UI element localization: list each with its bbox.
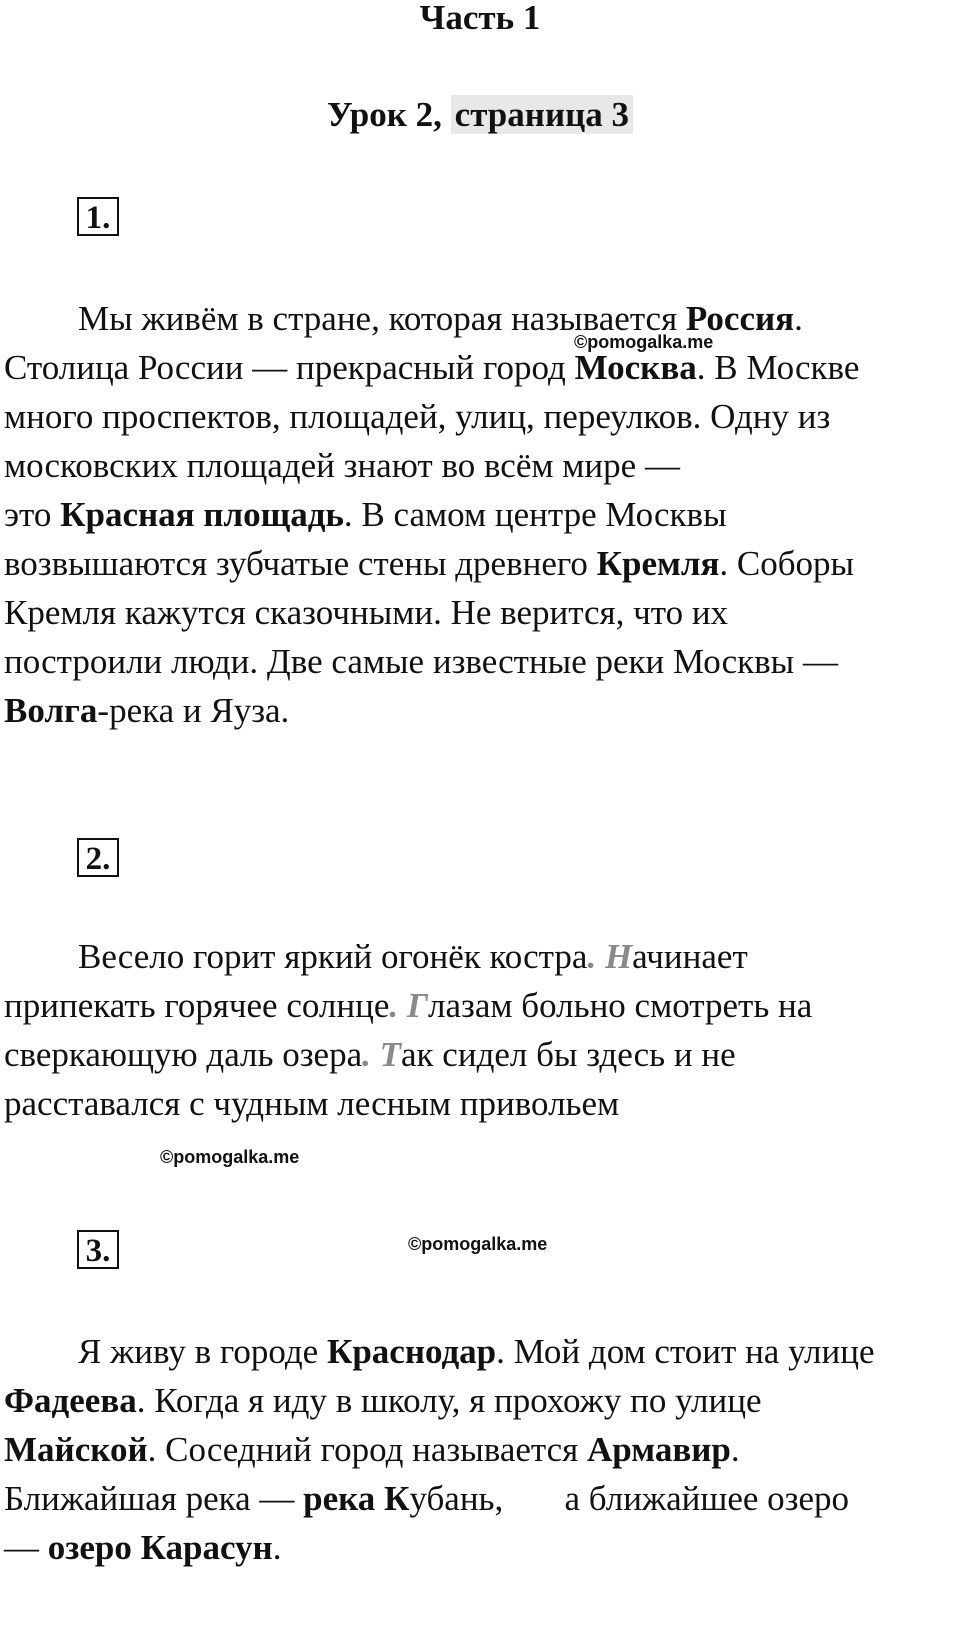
text-line: Столица России — прекрасный город Москва. В Москве [4, 348, 860, 387]
text-line: — озеро Карасун. [4, 1528, 282, 1567]
text-line: московских площадей знают во всём мире — [4, 446, 680, 485]
task-1-text [4, 294, 956, 735]
text-line: возвышаются зубчатые стены древнего Кремля. Соборы [4, 544, 855, 583]
watermark: ©pomogalka.me [160, 1147, 300, 1167]
page-label: страница 3 [451, 95, 633, 134]
task-3-text [4, 1327, 956, 1572]
watermark: ©pomogalka.me [408, 1234, 548, 1254]
task-number-3: 3. [77, 1230, 119, 1269]
text-line: Я живу в городе Краснодар. Мой дом стоит на улице [78, 1332, 875, 1371]
lesson-title [0, 95, 960, 135]
text-line: построили люди. Две самые известные реки Москвы — [4, 642, 838, 681]
text-line: сверкающую даль озера. Так сидел бы здесь и не [4, 1035, 736, 1074]
watermark: ©pomogalka.me [574, 332, 714, 352]
part-title: Часть 1 [419, 0, 541, 37]
text-line: это Красная площадь. В самом центре Москвы [4, 495, 727, 534]
task-number-1: 1. [77, 197, 119, 236]
text-line: Весело горит яркий огонёк костра. Начинает [78, 937, 748, 976]
text-line: Ближайшая река — река Кубань, а ближайшее озеро [4, 1479, 850, 1518]
text-line: много проспектов, площадей, улиц, переулков. Одну из [4, 397, 831, 436]
text-line: припекать горячее солнце. Глазам больно смотреть на [4, 986, 813, 1025]
lesson-label: Урок 2, [326, 95, 442, 134]
task-2-text [4, 932, 956, 1128]
text-line: Волга-река и Яуза. [4, 691, 290, 730]
text-line: Кремля кажутся сказочными. Не верится, что их [4, 593, 729, 632]
text-line: Мы живём в стране, которая называется Россия. [78, 299, 803, 338]
task-number-2: 2. [77, 838, 119, 877]
text-line: Фадеева. Когда я иду в школу, я прохожу по улице [4, 1381, 762, 1420]
text-line: расставался с чудным лесным привольем [4, 1084, 620, 1123]
text-line: Майской. Соседний город называется Армавир. [4, 1430, 740, 1469]
